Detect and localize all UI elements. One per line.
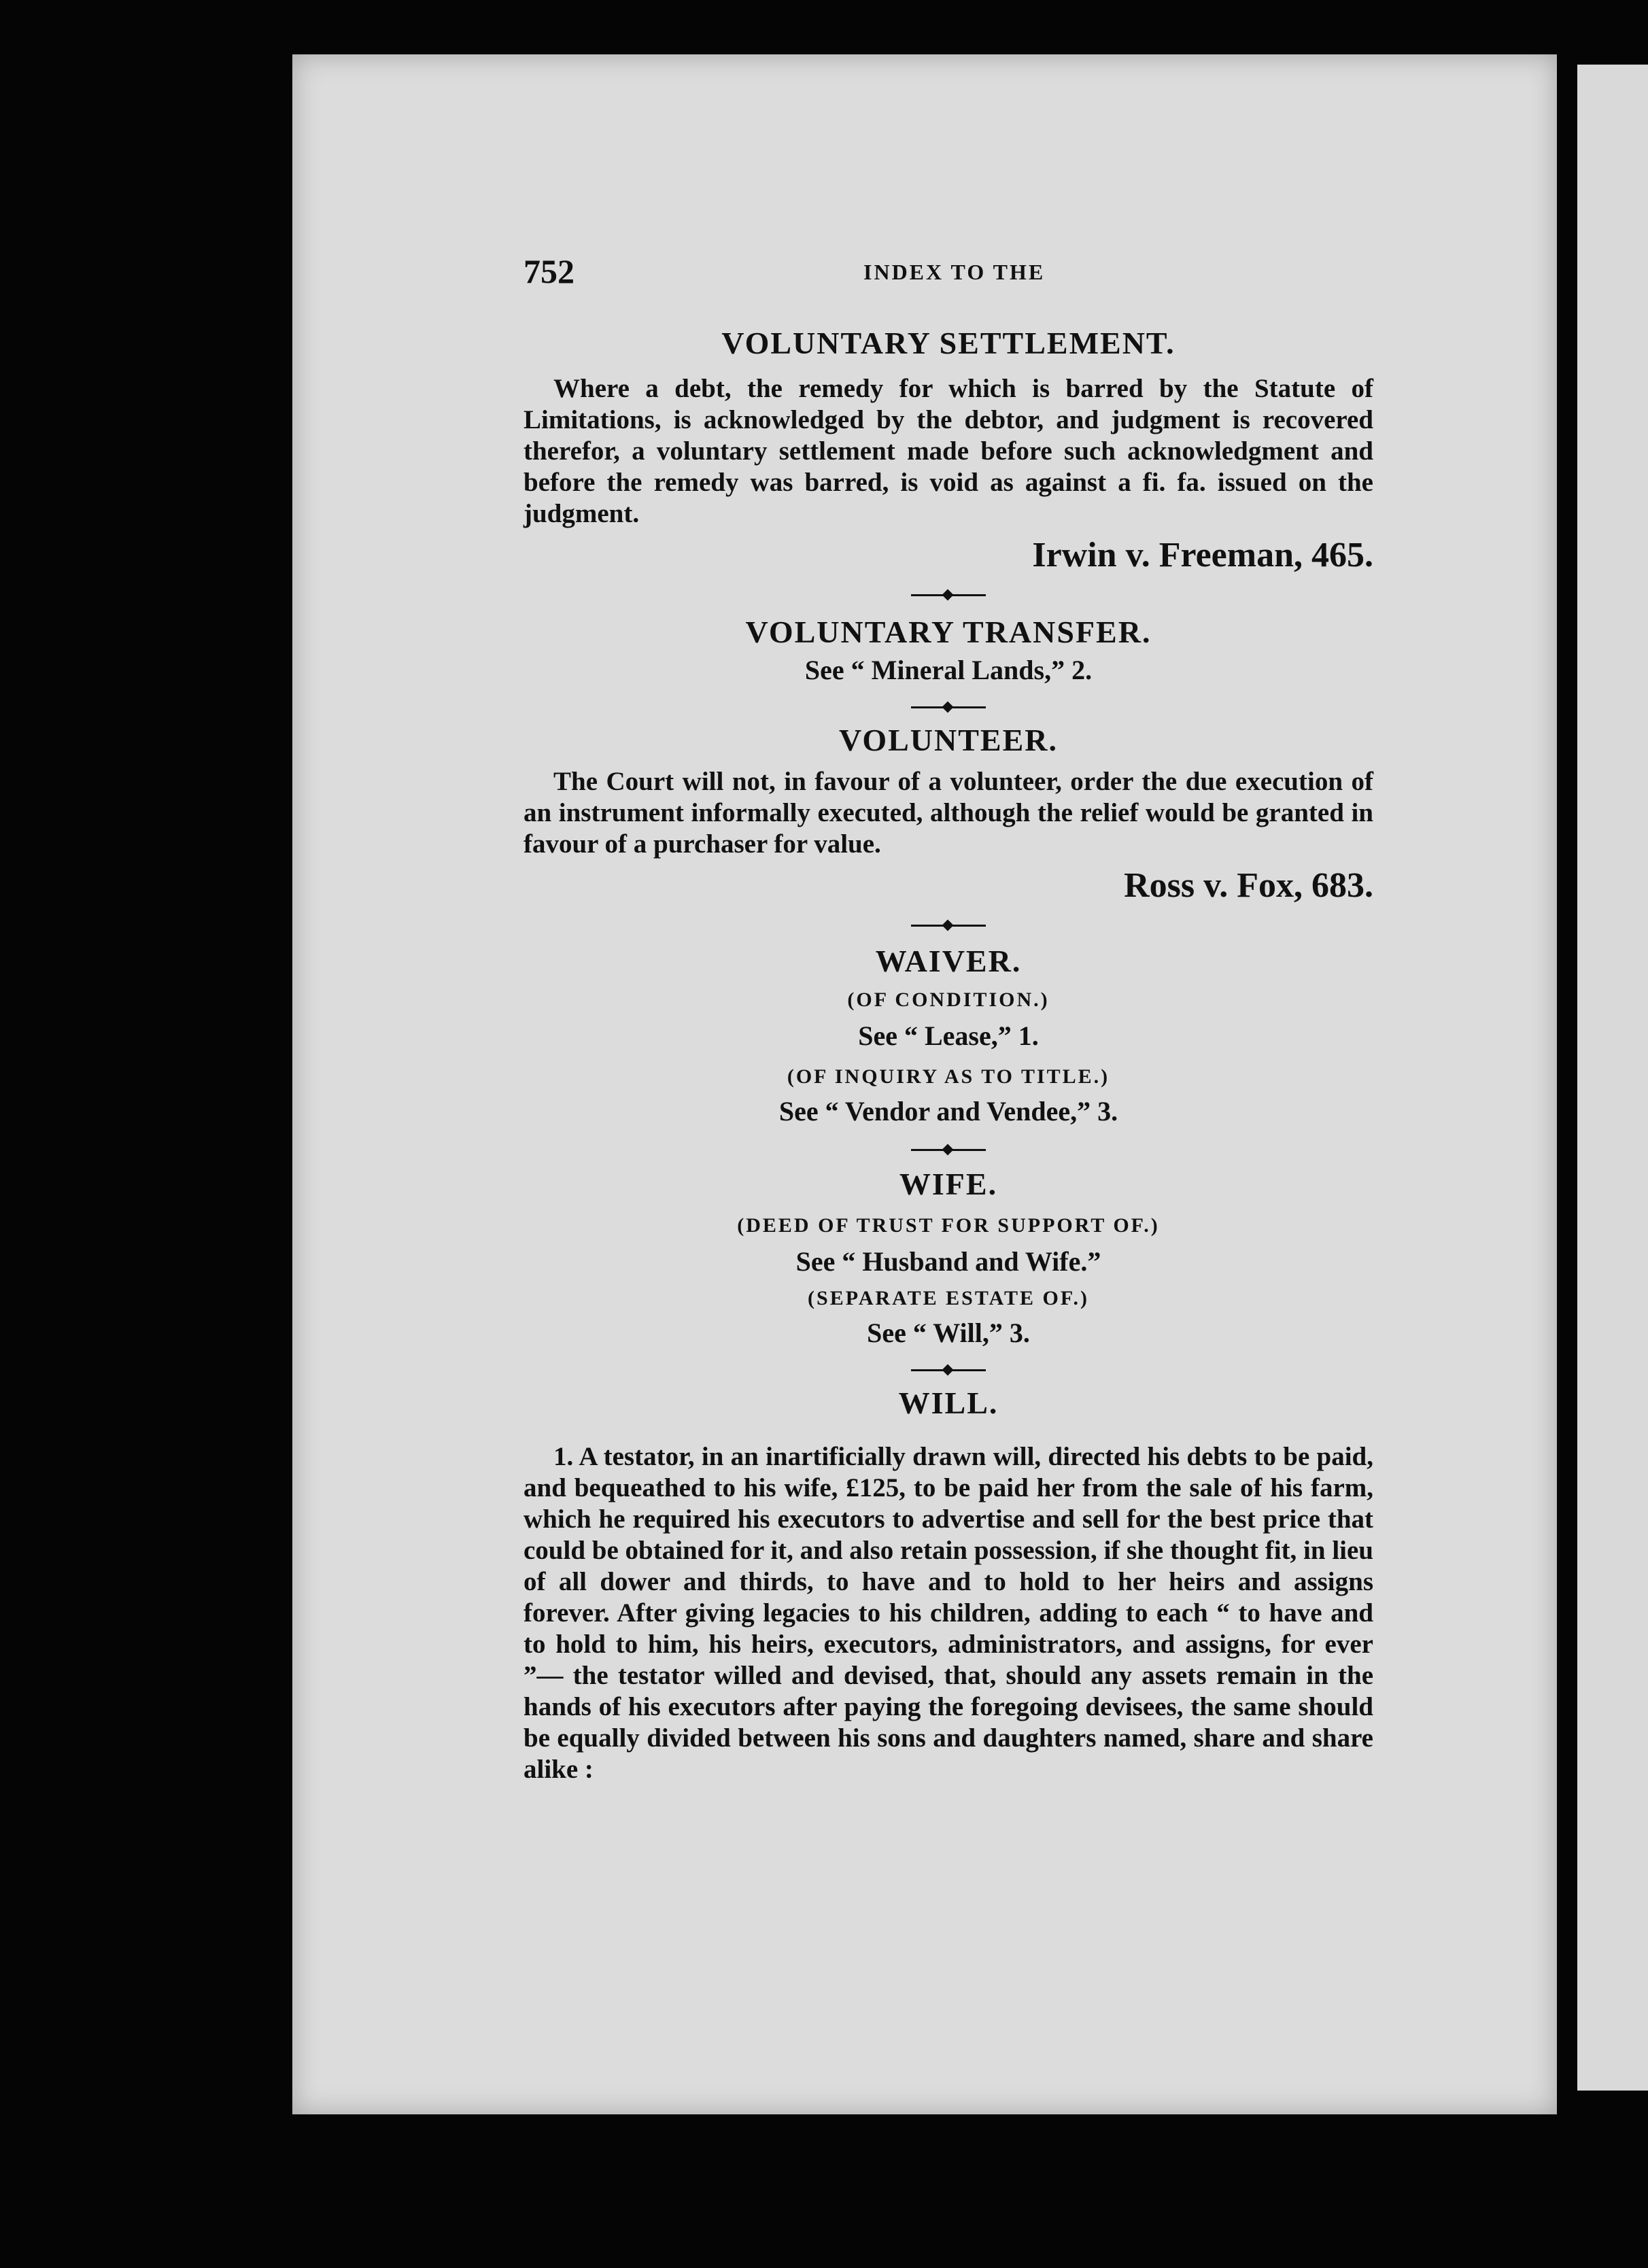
cross-reference: See “ Mineral Lands,” 2. (804, 655, 1093, 685)
section-divider (911, 1149, 986, 1151)
entry-heading: WAIVER. (875, 944, 1022, 978)
entry-text: 1. A testator, in an inartificially drawn will, directed his debts to be paid, and bequeathed to his wife, £125, to be paid her from the sale of his farm, which he required his executors to advertise and sell for the best price that could be obtained for it, and also retain possession, if she thought fit, in lieu of all dower and thirds, to have and to hold to her heirs and assigns forever. After giving legacies to his children, adding to each “ to have and to hold to him, his heirs, executors, administrators, and assigns, for ever ”— the testator willed and devised, that, should any assets remain in the hands of his executors after paying the foregoing devisees, the same should be equally divided between his sons and daughters named, share and share alike : (523, 1442, 1373, 1784)
cross-reference: See “ Will,” 3. (867, 1318, 1030, 1348)
subheading: (DEED OF TRUST FOR SUPPORT OF.) (737, 1214, 1160, 1237)
entry-voluntary-transfer (523, 614, 1373, 686)
cross-reference: See “ Lease,” 1. (858, 1020, 1039, 1051)
facing-page-edge (1577, 65, 1648, 2091)
entry-volunteer (523, 722, 1373, 906)
subheading: (SEPARATE ESTATE OF.) (808, 1287, 1089, 1309)
subheading: (OF INQUIRY AS TO TITLE.) (787, 1065, 1110, 1088)
running-head (523, 252, 1373, 299)
case-citation: Irwin v. Freeman, 465. (1032, 536, 1373, 574)
cross-reference: See “ Vendor and Vendee,” 3. (778, 1096, 1118, 1127)
running-head-title: INDEX TO THE (863, 260, 1046, 284)
entry-text: Where a debt, the remedy for which is barred by the Statute of Limitations, is acknowledged by the debtor, and judgment is recovered therefor, a voluntary settlement made before such acknowledgment and before the remedy was barred, is void as against a fi. fa. issued on the judgment. (523, 374, 1373, 528)
section-divider (911, 925, 986, 927)
section-divider (911, 706, 986, 708)
cross-reference: See “ Husband and Wife.” (795, 1246, 1101, 1277)
page-content (523, 252, 1373, 1785)
entry-waiver (523, 943, 1373, 1127)
page-number: 752 (523, 252, 574, 290)
entry-will (523, 1385, 1373, 1785)
entry-heading: VOLUNTARY TRANSFER. (745, 615, 1152, 649)
entry-heading: VOLUNTARY SETTLEMENT. (721, 326, 1175, 360)
entry-heading: WIFE. (899, 1167, 998, 1201)
entry-text: The Court will not, in favour of a volunteer, order the due execution of an instrument informally executed, although the relief would be granted in favour of a purchaser for value. (523, 767, 1373, 859)
entry-voluntary-settlement (523, 325, 1373, 575)
section-divider (911, 594, 986, 596)
entry-heading: VOLUNTEER. (839, 723, 1058, 757)
entry-wife (523, 1166, 1373, 1349)
entry-heading: WILL. (898, 1386, 999, 1420)
section-divider (911, 1369, 986, 1371)
case-citation: Ross v. Fox, 683. (1124, 866, 1373, 905)
subheading: (OF CONDITION.) (847, 989, 1050, 1011)
